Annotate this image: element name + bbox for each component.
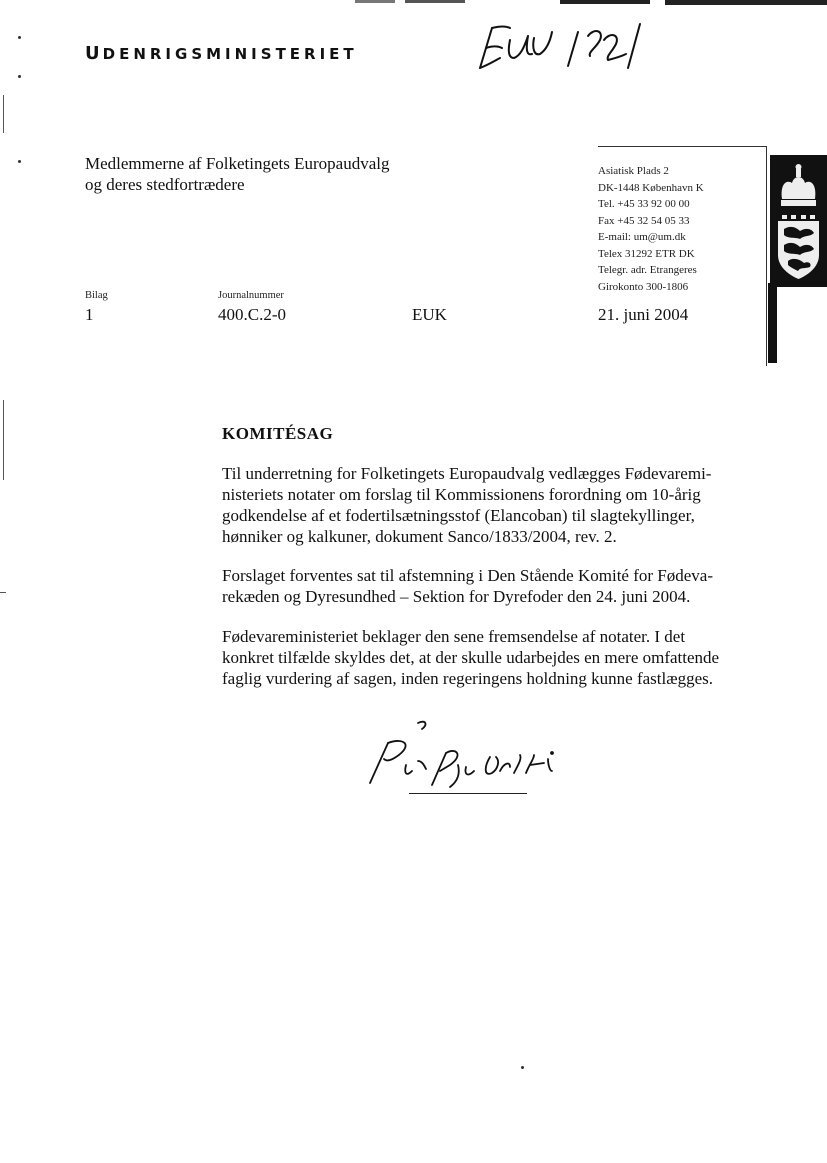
recipient-line: Medlemmerne af Folketingets Europaudvalg	[85, 154, 390, 173]
body-line: faglig vurdering af sagen, inden regeringens holdning kunne fastlægges.	[222, 669, 713, 688]
address-rule	[598, 146, 766, 147]
body-line: rekæden og Dyresundhed – Sektion for Dyrefoder den 24. juni 2004.	[222, 587, 691, 606]
margin-dot	[18, 160, 21, 163]
scan-artifact	[560, 0, 650, 4]
page-title: KOMITÉSAG	[222, 424, 334, 443]
journal-label: Journalnummer	[218, 290, 284, 301]
scan-artifact	[355, 0, 395, 3]
journal-value: 400.C.2-0	[218, 305, 286, 324]
bilag-label: Bilag	[85, 290, 108, 301]
address-line: Telex 31292 ETR DK	[598, 247, 695, 260]
office-code: EUK	[412, 305, 447, 324]
scan-artifact	[665, 0, 827, 5]
bilag-value: 1	[85, 305, 94, 324]
body-line: nisteriets notater om forslag til Kommissionens forordning om 10-årig	[222, 485, 701, 504]
handwritten-reference	[470, 18, 670, 83]
address-line: Asiatisk Plads 2	[598, 165, 669, 177]
royal-crest-logo	[770, 155, 827, 287]
margin-mark	[3, 95, 4, 133]
body-line: konkret tilfælde skyldes det, at der skulle udarbejdes en mere omfattende	[222, 648, 720, 667]
page-dot	[521, 1066, 524, 1069]
margin-dot	[18, 36, 21, 39]
body-line: Til underretning for Folketingets Europaudvalg vedlægges Fødevaremi-	[222, 464, 712, 483]
recipient-line: og deres stedfortrædere	[85, 175, 245, 194]
ministry-name: UDENRIGSMINISTERIET	[85, 43, 358, 64]
margin-dot	[18, 75, 21, 78]
body-line: hønniker og kalkuner, dokument Sanco/1833/2004, rev. 2.	[222, 527, 617, 546]
recipient-block	[85, 153, 390, 195]
handwritten-signature	[366, 715, 576, 800]
crest-strip	[768, 283, 777, 363]
address-block	[598, 163, 704, 295]
body-line: godkendelse af et fodertilsætningsstof (Elancoban) til slagtekyllinger,	[222, 506, 695, 525]
body-paragraph	[222, 626, 742, 689]
address-line: Telegr. adr. Etrangeres	[598, 264, 697, 276]
handwritten-reference-svg	[470, 18, 670, 78]
body-paragraph	[222, 565, 742, 607]
address-line: Tel. +45 33 92 00 00	[598, 198, 690, 210]
address-line: E-mail: um@um.dk	[598, 231, 686, 243]
address-rule-vertical	[766, 146, 767, 366]
address-line: Girokonto 300-1806	[598, 280, 689, 293]
crest-icon	[770, 155, 827, 287]
body-paragraph	[222, 463, 742, 547]
scan-artifact	[405, 0, 465, 3]
address-line: DK-1448 København K	[598, 181, 704, 194]
margin-mark	[0, 592, 6, 593]
signature-line	[409, 793, 527, 794]
address-line: Fax +45 32 54 05 33	[598, 214, 690, 227]
body-line: Forslaget forventes sat til afstemning i Den Stående Komité for Fødeva-	[222, 566, 713, 585]
letter-date: 21. juni 2004	[598, 305, 689, 324]
margin-mark	[3, 400, 4, 480]
body-line: Fødevareministeriet beklager den sene fremsendelse af notater. I det	[222, 627, 686, 646]
signature-svg	[366, 715, 576, 795]
